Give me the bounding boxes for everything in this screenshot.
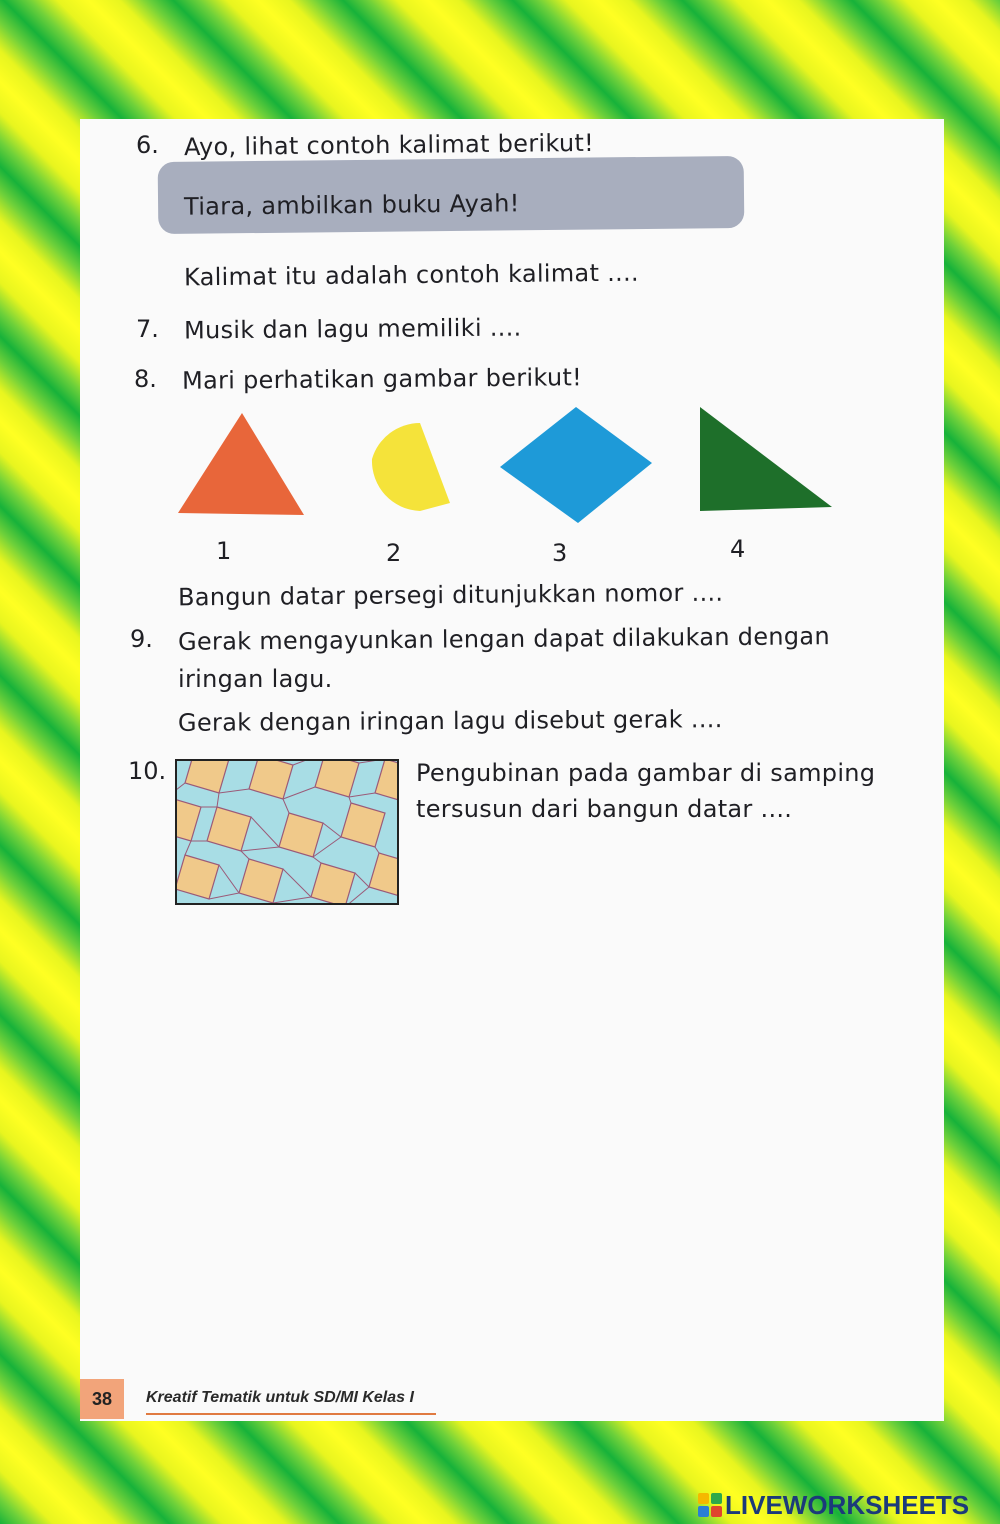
page-footer — [80, 1379, 944, 1421]
shape-label-3: 3 — [552, 539, 568, 567]
worksheet-page — [80, 119, 944, 1421]
liveworksheets-logo-icon — [698, 1493, 722, 1517]
shape-right-triangle — [700, 407, 832, 511]
q9-line1: Gerak mengayunkan lengan dapat dilakukan dengan — [177, 622, 831, 656]
q6-text: Ayo, lihat contoh kalimat berikut! — [183, 128, 595, 162]
q9-line2: iringan lagu. — [178, 665, 333, 693]
shape-label-1: 1 — [216, 537, 232, 565]
shape-circle-segment — [372, 423, 450, 511]
q7-number: 7. — [136, 315, 159, 343]
q8-text: Mari perhatikan gambar berikut! — [181, 363, 583, 395]
brand-text: LIVEWORKSHEETS — [725, 1489, 970, 1520]
q9-number: 9. — [130, 625, 153, 653]
shape-label-4: 4 — [730, 535, 746, 563]
page-number: 38 — [80, 1379, 124, 1419]
shapes-figure — [80, 399, 944, 529]
q9-question: Gerak dengan iringan lagu disebut gerak .... — [177, 705, 723, 737]
q8-question: Bangun datar persegi ditunjukkan nomor .... — [177, 578, 724, 612]
q8-number: 8. — [134, 365, 157, 393]
liveworksheets-watermark — [698, 1488, 969, 1522]
q6-number: 6. — [136, 131, 159, 159]
shape-triangle — [178, 413, 304, 515]
shape-label-2: 2 — [386, 539, 402, 567]
q10-line2: tersusun dari bangun datar .... — [416, 795, 793, 823]
tiling-figure — [175, 759, 399, 905]
q7-text: Musik dan lagu memiliki .... — [183, 313, 522, 345]
footer-underline — [146, 1413, 436, 1415]
shape-rhombus — [500, 407, 652, 523]
q10-number: 10. — [128, 757, 167, 785]
q6-example: Tiara, ambilkan buku Ayah! — [183, 189, 520, 221]
q6-question: Kalimat itu adalah contoh kalimat .... — [183, 258, 639, 292]
q10-line1: Pengubinan pada gambar di samping — [416, 759, 876, 787]
book-title: Kreatif Tematik untuk SD/MI Kelas I — [146, 1389, 414, 1406]
